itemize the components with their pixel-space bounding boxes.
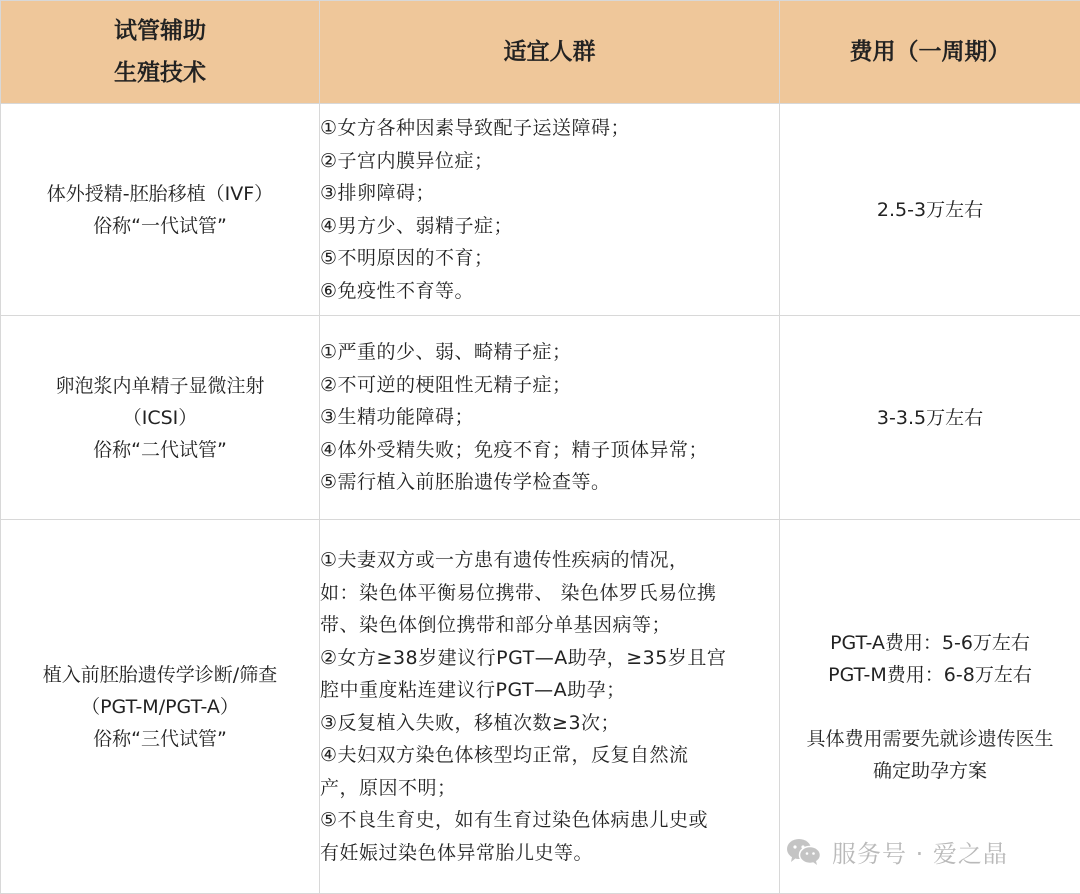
cost-value-pgt-a: PGT-A费用：5-6万左右	[780, 627, 1080, 659]
table-header-row	[1, 1, 1080, 104]
method-name: 体外授精-胚胎移植（IVF）	[1, 178, 319, 210]
method-name: 植入前胚胎遗传学诊断/筛查	[1, 659, 319, 691]
cost-value-pgt-m: PGT-M费用：6-8万左右	[780, 659, 1080, 691]
method-cell	[1, 104, 320, 316]
group-item: 有妊娠过染色体异常胎儿史等。	[320, 837, 779, 870]
spacer	[780, 691, 1080, 723]
method-nickname: 俗称“一代试管”	[1, 210, 319, 242]
group-item: 产，原因不明；	[320, 772, 779, 805]
group-item: ②女方≥38岁建议行PGT—A助孕，≥35岁且宫	[320, 642, 779, 675]
group-item: ④男方少、弱精子症；	[320, 210, 779, 243]
group-item: ②子宫内膜异位症；	[320, 145, 779, 178]
table-row	[1, 316, 1080, 520]
method-abbr: （ICSI）	[1, 402, 319, 434]
method-abbr: （PGT-M/PGT-A）	[1, 691, 319, 723]
method-name: 卵泡浆内单精子显微注射	[1, 370, 319, 402]
group-item: ④体外受精失败；免疫不育；精子顶体异常；	[320, 434, 779, 467]
group-item: ⑤需行植入前胚胎遗传学检查等。	[320, 466, 779, 499]
suitable-group-cell	[320, 520, 780, 894]
group-item: 如：染色体平衡易位携带、 染色体罗氏易位携	[320, 577, 779, 610]
group-item: ③排卵障碍；	[320, 177, 779, 210]
header-cost: 费用（一周期）	[780, 1, 1080, 104]
suitable-group-cell	[320, 316, 780, 520]
group-item: ⑥免疫性不育等。	[320, 275, 779, 308]
cost-value: 2.5-3万左右	[780, 194, 1080, 226]
method-cell	[1, 316, 320, 520]
header-technology-line: 试管辅助	[1, 10, 319, 52]
group-item: ⑤不明原因的不育；	[320, 242, 779, 275]
watermark-text: 服务号 · 爱之晶	[832, 834, 1008, 869]
group-item: ①女方各种因素导致配子运送障碍；	[320, 112, 779, 145]
cost-note: 具体费用需要先就诊遗传医生	[780, 723, 1080, 755]
wechat-icon	[786, 837, 822, 867]
group-item: ③生精功能障碍；	[320, 401, 779, 434]
group-item: 带、染色体倒位携带和部分单基因病等；	[320, 609, 779, 642]
cost-value: 3-3.5万左右	[780, 402, 1080, 434]
method-nickname: 俗称“二代试管”	[1, 434, 319, 466]
group-item: ③反复植入失败，移植次数≥3次；	[320, 707, 779, 740]
cost-cell	[780, 316, 1080, 520]
header-technology	[1, 1, 320, 104]
method-cell	[1, 520, 320, 894]
group-item: ②不可逆的梗阻性无精子症；	[320, 369, 779, 402]
method-nickname: 俗称“三代试管”	[1, 723, 319, 755]
cost-cell	[780, 104, 1080, 316]
table-row	[1, 104, 1080, 316]
group-item: ④夫妇双方染色体核型均正常，反复自然流	[320, 739, 779, 772]
watermark	[786, 834, 1008, 869]
header-technology-line: 生殖技术	[1, 52, 319, 94]
header-suitable-group: 适宜人群	[320, 1, 780, 104]
group-item: 腔中重度粘连建议行PGT—A助孕；	[320, 674, 779, 707]
group-item: ①夫妻双方或一方患有遗传性疾病的情况，	[320, 544, 779, 577]
cost-note: 确定助孕方案	[780, 755, 1080, 787]
suitable-group-cell	[320, 104, 780, 316]
group-item: ⑤不良生育史，如有生育过染色体病患儿史或	[320, 804, 779, 837]
group-item: ①严重的少、弱、畸精子症；	[320, 336, 779, 369]
